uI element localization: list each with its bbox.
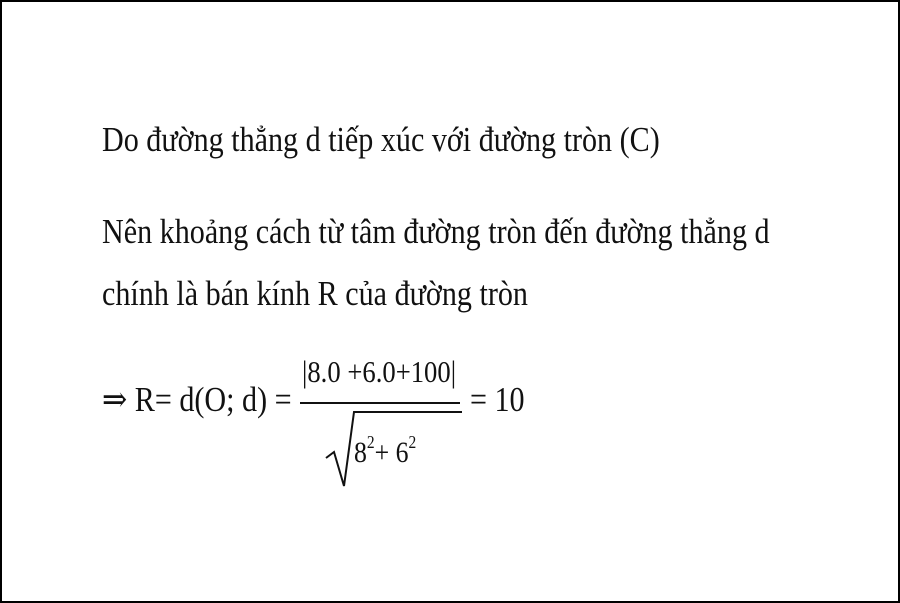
denominator-operator: + 6	[374, 436, 409, 469]
statement-line-1: Do đường thẳng d tiếp xúc với đường tròn (C)	[102, 120, 660, 159]
statement-line-3: chính là bán kính R của đường tròn	[102, 274, 528, 313]
formula-lhs: ⇒ R= d(O; d) =	[102, 380, 292, 419]
fraction-bar	[300, 402, 460, 404]
fraction-denominator	[354, 432, 416, 470]
fraction-numerator: |8.0 +6.0+100|	[302, 354, 457, 389]
distance-formula	[102, 354, 622, 494]
denominator-exponent-b: 2	[408, 432, 417, 452]
formula-result: = 10	[470, 380, 525, 419]
denominator-exponent-a: 2	[366, 432, 375, 452]
statement-line-2: Nên khoảng cách từ tâm đường tròn đến đường thẳng d	[102, 212, 770, 251]
denominator-base-a: 8	[354, 436, 367, 469]
